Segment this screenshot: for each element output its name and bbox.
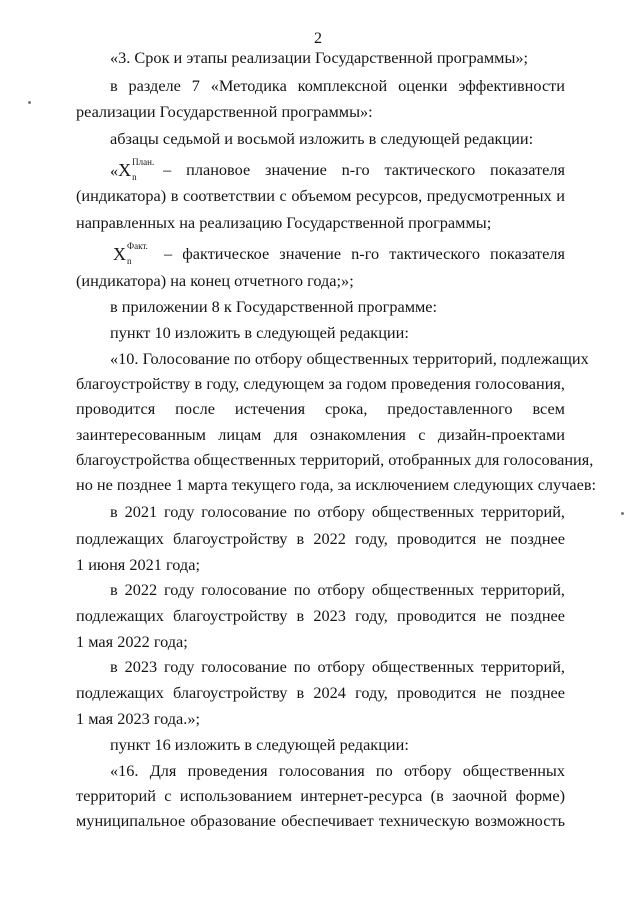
formula-subscript: n <box>132 172 137 182</box>
text-line: в 2021 году голосование по отбору общественных территорий, <box>110 502 565 521</box>
text-line: 1 июня 2021 года; <box>76 555 200 574</box>
text-line: подлежащих благоустройству в 2022 году, проводится не позднее <box>76 529 565 548</box>
text-line: абзацы седьмой и восьмой изложить в следующей редакции: <box>110 129 534 148</box>
formula-subscript: n <box>127 256 132 266</box>
text-line: территорий с использованием интернет-ресурса (в заочной форме) <box>76 786 565 805</box>
text-line: «10. Голосование по отбору общественных территорий, подлежащих <box>110 349 589 368</box>
text-line: в 2023 году голосование по отбору общественных территорий, <box>110 657 565 676</box>
text-line: но не позднее 1 марта текущего года, за исключением следующих случаев: <box>76 475 597 494</box>
text-line: в разделе 7 «Методика комплексной оценки эффективности <box>110 76 565 95</box>
text-line: заинтересованным лицам для ознакомления с дизайн-проектами <box>76 425 565 444</box>
formula-line-fact <box>113 241 565 266</box>
formula-superscript: План. <box>132 157 155 167</box>
text-line: «3. Срок и этапы реализации Государственной программы»; <box>110 48 529 67</box>
text-line: пункт 10 изложить в следующей редакции: <box>110 323 409 342</box>
formula-symbol: X <box>113 244 126 264</box>
scan-speck <box>621 512 624 515</box>
text-line: подлежащих благоустройству в 2024 году, проводится не позднее <box>76 683 565 702</box>
text-line: в 2022 году голосование по отбору общественных территорий, <box>110 580 565 599</box>
text-line: (индикатора) в соответствии с объемом ресурсов, предусмотренных и <box>76 186 565 205</box>
text-line: проводится после истечения срока, предоставленного всем <box>76 399 565 418</box>
formula-line-plan <box>110 157 565 182</box>
formula-superscript: Факт. <box>127 241 148 251</box>
text-line: 1 мая 2023 года.»; <box>76 709 201 728</box>
text-line: муниципальное образование обеспечивает техническую возможность <box>76 811 565 830</box>
formula-plan-description: – плановое значение n-го тактического показателя <box>163 160 565 179</box>
text-line: благоустройству в году, следующем за годом проведения голосования, <box>76 374 565 393</box>
text-line: направленных на реализацию Государственной программы; <box>76 213 492 232</box>
text-line: (индикатора) на конец отчетного года;»; <box>76 271 354 290</box>
text-line: 1 мая 2022 года; <box>76 632 188 651</box>
formula-plan: «X План. n <box>110 160 157 181</box>
text-line: в приложении 8 к Государственной программе: <box>110 297 438 316</box>
text-line: «16. Для проведения голосования по отбору общественных <box>110 761 565 780</box>
text-line: подлежащих благоустройству в 2023 году, проводится не позднее <box>76 606 565 625</box>
formula-fact <box>113 241 152 266</box>
formula-fact-description: – фактическое значение n-го тактического показателя <box>164 244 565 263</box>
text-line: реализации Государственной программы»: <box>76 102 373 121</box>
page-number: 2 <box>314 30 322 47</box>
text-line: благоустройства общественных территорий, отобранных для голосования, <box>76 450 594 469</box>
formula-symbol: X <box>118 160 132 180</box>
scan-speck <box>28 101 31 104</box>
text-line: пункт 16 изложить в следующей редакции: <box>110 735 409 754</box>
